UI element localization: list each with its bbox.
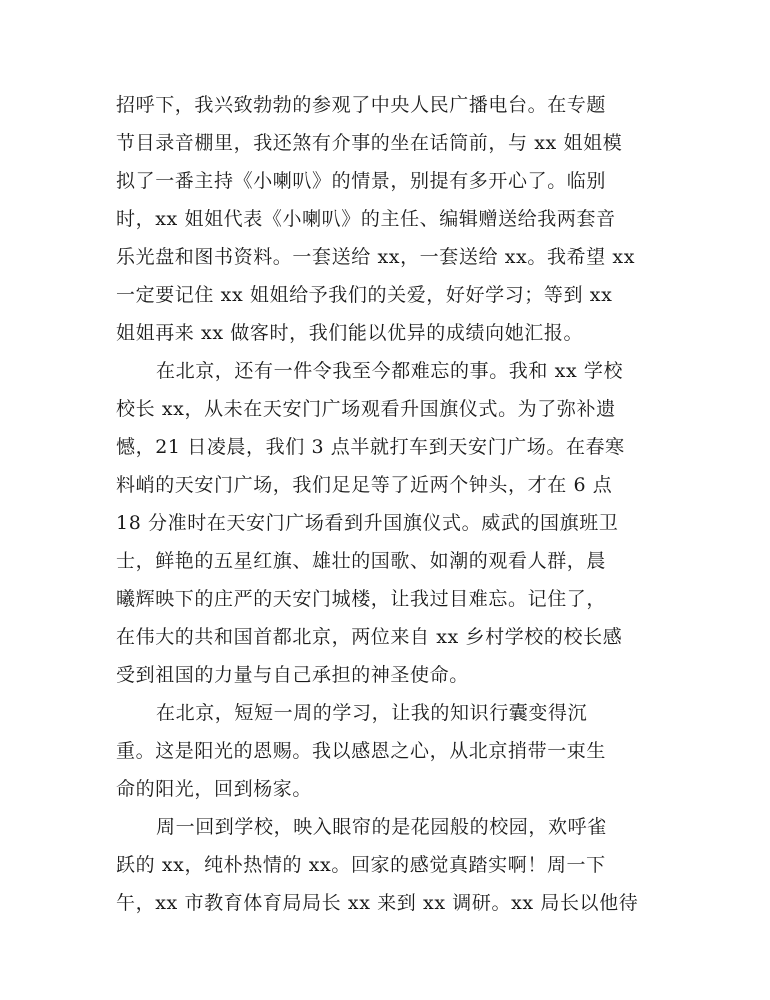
text-line-8: 在北京，还有一件令我至今都难忘的事。我和 xx 学校 — [156, 360, 624, 382]
text-line-14: 曦辉映下的庄严的天安门城楼，让我过目难忘。记住了， — [116, 588, 607, 610]
text-line-19: 命的阳光，回到杨家。 — [116, 778, 313, 800]
text-line-12: 18 分准时在天安门广场看到升国旗仪式。威武的国旗班卫 — [116, 512, 619, 534]
text-line-3: 拟了一番主持《小喇叭》的情景，别提有多开心了。临别 — [116, 170, 607, 192]
text-line-5: 乐光盘和图书资料。一套送给 xx，一套送给 xx。我希望 xx — [116, 246, 636, 268]
text-line-9: 校长 xx，从未在天安门广场观看升国旗仪式。为了弥补遗 — [116, 398, 616, 420]
text-line-1: 招呼下，我兴致勃勃的参观了中央人民广播电台。在专题 — [116, 94, 607, 116]
text-line-2: 节目录音棚里，我还煞有介事的坐在话筒前，与 xx 姐姐模 — [116, 132, 623, 154]
text-line-11: 料峭的天安门广场，我们足足等了近两个钟头，才在 6 点 — [116, 474, 613, 496]
text-line-13: 士，鲜艳的五星红旗、雄壮的国歌、如潮的观看人群，晨 — [116, 550, 607, 572]
text-line-7: 姐姐再来 xx 做客时，我们能以优异的成绩向她汇报。 — [116, 322, 584, 344]
text-line-20: 周一回到学校，映入眼帘的是花园般的校园，欢呼雀 — [156, 816, 607, 838]
text-line-4: 时，xx 姐姐代表《小喇叭》的主任、编辑赠送给我两套音 — [116, 208, 616, 230]
text-line-10: 憾，21 日凌晨，我们 3 点半就打车到天安门广场。在春寒 — [116, 436, 625, 458]
text-line-15: 在伟大的共和国首都北京，两位来自 xx 乡村学校的校长感 — [116, 626, 623, 648]
text-line-6: 一定要记住 xx 姐姐给予我们的关爱，好好学习；等到 xx — [116, 284, 613, 306]
text-line-21: 跃的 xx，纯朴热情的 xx。回家的感觉真踏实啊！周一下 — [116, 854, 606, 876]
text-line-17: 在北京，短短一周的学习，让我的知识行囊变得沉 — [156, 702, 588, 724]
text-line-16: 受到祖国的力量与自己承担的神圣使命。 — [116, 664, 469, 686]
text-line-18: 重。这是阳光的恩赐。我以感恩之心，从北京捎带一束生 — [116, 740, 607, 762]
text-line-22: 午，xx 市教育体育局局长 xx 来到 xx 调研。xx 局长以他待 — [116, 892, 639, 914]
body-text — [116, 86, 656, 922]
